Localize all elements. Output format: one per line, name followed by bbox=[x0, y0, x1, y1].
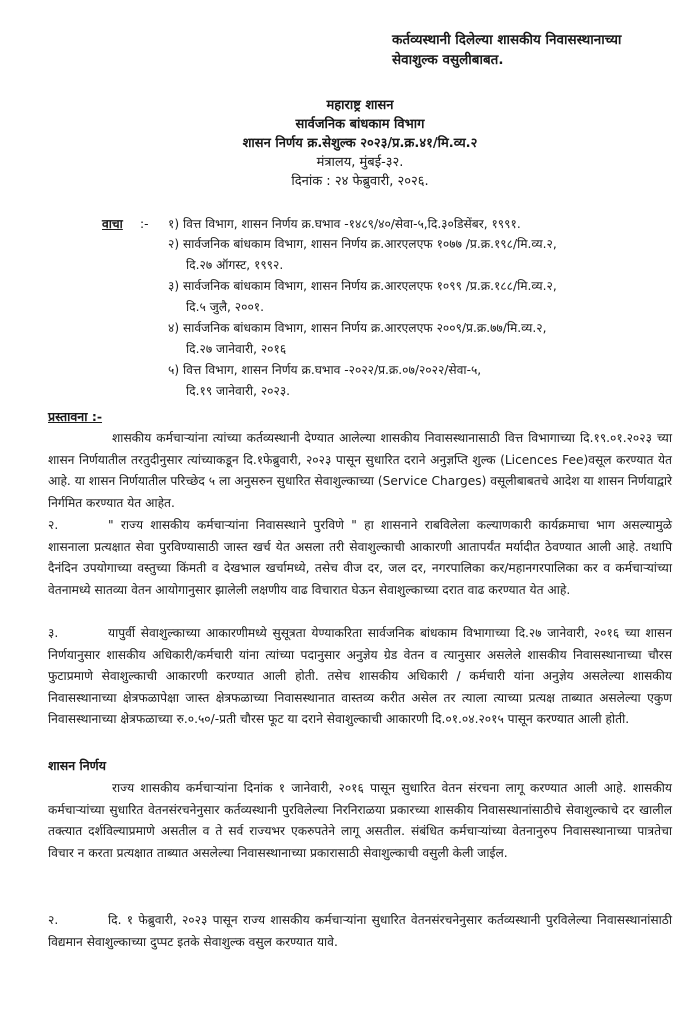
decision-heading: शासन निर्णय bbox=[48, 758, 106, 773]
preamble-paragraph-3 bbox=[48, 623, 672, 731]
reference-item bbox=[168, 276, 688, 317]
decision-paragraph-2-text: दि. १ फेब्रुवारी, २०२३ पासून राज्य शासकीय कर्मचाऱ्यांना सुधारित वेतनसंरचनेनुसार कर्तव्यस्थानी पुरविलेल्या निवासस्थानांसाठी विद्यमान सेवाशुल्काच्या दुप्पट इतके सेवाशुल्क वसुल करण्यात यावे. bbox=[48, 913, 672, 949]
reference-line: ५) वित्त विभाग, शासन निर्णय क्र.घभाव -२०२२/प्र.क्र.०७/२०२२/सेवा-५, bbox=[168, 363, 482, 377]
subject-block bbox=[392, 30, 692, 70]
place: मंत्रालय, मुंबई-३२. bbox=[316, 155, 404, 170]
paragraph-number: ३. bbox=[48, 626, 59, 640]
decision-paragraph-2 bbox=[48, 910, 672, 953]
preamble-paragraph-1 bbox=[48, 428, 672, 514]
date: दिनांक : २४ फेब्रुवारी, २०२६. bbox=[291, 174, 429, 189]
reference-date: दि.२७ जानेवारी, २०१६ bbox=[186, 341, 287, 356]
decision-paragraph-1-text: राज्य शासकीय कर्मचाऱ्यांना दिनांक १ जानेवारी, २०१६ पासून सुधारित वेतन संरचना लागू करण्यात आली आहे. शासकीय कर्मचाऱ्यांच्या सुधारित वेतनसंरचनेनुसार कर्तव्यस्थानी पुरविलेल्या निरनिराळया प्रकारच्या शासकीय निवासस्थानांसाठीचे सेवाशुल्काचे दर खालील तक्त्यात दर्शविल्याप्रमाणे असतील व ते सर्व राज्यभर एकरुपतेने लागू असतील. संबंधित कर्मचाऱ्यांच्या वेतनानुरुप निवासस्थानाच्या पात्रतेचा विचार न करता प्रत्यक्षात ताब्यात असलेल्या निवासस्थानाच्या प्रकारासाठी सेवाशुल्काची वसुली केली जाईल. bbox=[48, 781, 672, 860]
reference-item bbox=[168, 318, 688, 359]
paragraph-number: २. bbox=[48, 518, 59, 532]
gr-number: शासन निर्णय क्र.सेशुल्क २०२३/प्र.क्र.४१/मि.व्य.२ bbox=[242, 136, 478, 151]
reference-line: ३) सार्वजनिक बांधकाम विभाग, शासन निर्णय क्र.आरएलएफ १०९९ /प्र.क्र.१८८/मि.व्य.२, bbox=[168, 279, 557, 293]
reference-date: दि.२७ ऑगस्ट, १९९२. bbox=[186, 257, 284, 272]
references-label: वाचा bbox=[102, 217, 123, 231]
preamble-paragraph-3-text: यापुर्वी सेवाशुल्काच्या आकारणीमध्ये सुसूत्रता येण्याकरिता सार्वजनिक बांधकाम विभागाच्या दि.२७ जानेवारी, २०१६ च्या शासन निर्णयानुसार शासकीय अधिकारी/कर्मचारी यांना त्यांच्या पदानुसार अनुज्ञेय ग्रेड वेतन व त्यानुसार असलेले शासकीय निवासस्थानाच्या चौरस फुटाप्रमाणे सेवाशुल्काची आकारणी करण्यात आली होती. तसेच शासकीय अधिकारी / कर्मचारी यांना अनुज्ञेय असलेल्या शासकीय निवासस्थानाच्या क्षेत्रफळापेक्षा जास्त क्षेत्रफळाच्या निवासस्थानात वास्तव्य करीत असेल तर त्याला त्याच्या प्रत्यक्ष ताब्यात असलेल्या एकुण निवासस्थानाच्या क्षेत्रफळाच्या रु.०.५०/-प्रती चौरस फूट या दराने सेवाशुल्काची आकारणी दि.०१.०४.२०१५ पासून करण्यात आली होती. bbox=[48, 626, 672, 726]
reference-date: दि.५ जुलै, २००१. bbox=[186, 299, 264, 314]
reference-line: १) वित्त विभाग, शासन निर्णय क्र.घभाव -१४८९/४०/सेवा-५,दि.३०डिसेंबर, १९९१. bbox=[168, 217, 521, 231]
decision-paragraph-1 bbox=[48, 778, 672, 864]
preamble-paragraph-2-text: " राज्य शासकीय कर्मचाऱ्यांना निवासस्थाने पुरविणे " हा शासनाने राबविलेला कल्याणकारी कार्यक्रमाचा भाग असल्यामुळे शासनाला प्रत्यक्षात सेवा पुरविण्यासाठी जास्त खर्च येत असला तरी सेवाशुल्काची आकारणी आतापर्यंत मर्यादीत ठेवण्यात आली आहे. तथापि दैनंदिन उपयोगाच्या वस्तुच्या किंमती व देखभाल खर्चामध्ये, तसेच वीज दर, जल दर, नगरपालिका कर/महानगरपालिका कर व कर्मचाऱ्यांच्या वेतनामध्ये सातव्या वेतन आयोगानुसार झालेली लक्षणीय वाढ विचारात घेऊन सेवाशुल्काच्या दरात वाढ करण्यात येत आहे. bbox=[48, 518, 672, 597]
reference-item bbox=[168, 214, 688, 235]
subject-line-1: कर्तव्यस्थानी दिलेल्या शासकीय निवासस्थानाच्या bbox=[392, 32, 622, 48]
department-name: सार्वजनिक बांधकाम विभाग bbox=[295, 117, 425, 132]
reference-line: ४) सार्वजनिक बांधकाम विभाग, शासन निर्णय क्र.आरएलएफ २००९/प्र.क्र.७७/मि.व्य.२, bbox=[168, 321, 547, 335]
reference-date: दि.१९ जानेवारी, २०२३. bbox=[186, 383, 291, 398]
preamble-paragraph-1-text: शासकीय कर्मचाऱ्यांना त्यांच्या कर्तव्यस्थानी देण्यात आलेल्या शासकीय निवासस्थानासाठी वित्त विभागाच्या दि.१९.०१.२०२३ च्या शासन निर्णयातील तरतुदीनुसार त्यांच्याकडून दि.१फेब्रुवारी, २०२३ पासून सुधारित दराने अनुज्ञप्ति शुल्क (Licences Fee)वसूल करण्यात येत आहे. या शासन निर्णयातील परिच्छेद ५ ला अनुसरुन सुधारित सेवाशुल्काच्या (Service Charges) वसूलीबाबतचे आदेश या शासन निर्णयाद्वारे निर्गमित करण्यात येत आहेत. bbox=[48, 431, 672, 510]
preamble-heading: प्रस्तावना :- bbox=[48, 409, 103, 424]
government-name: महाराष्ट्र शासन bbox=[326, 98, 394, 113]
preamble-paragraph-2 bbox=[48, 515, 672, 601]
reference-item bbox=[168, 234, 688, 275]
reference-item bbox=[168, 360, 688, 401]
references-separator: :- bbox=[140, 217, 149, 231]
subject-line-2: सेवाशुल्क वसुलीबाबत. bbox=[392, 52, 504, 68]
reference-line: २) सार्वजनिक बांधकाम विभाग, शासन निर्णय क्र.आरएलएफ १०७७ /प्र.क्र.१९८/मि.व्य.२, bbox=[168, 237, 557, 251]
paragraph-number: २. bbox=[48, 913, 59, 927]
